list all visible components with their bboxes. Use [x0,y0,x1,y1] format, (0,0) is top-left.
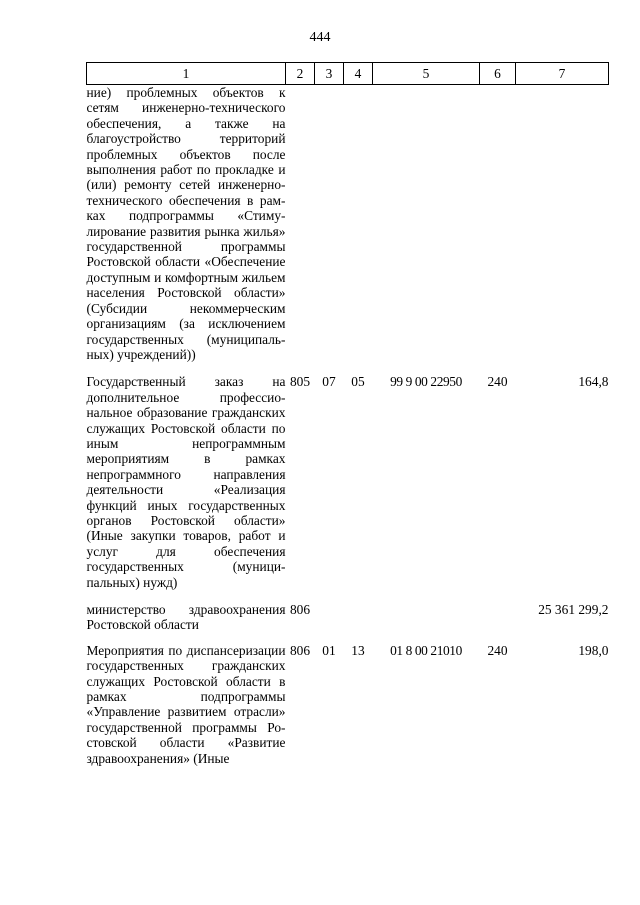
cell-col7: 198,0 [578,642,609,658]
row-name: Мероприятия по диспансеризации государственных гражданских служащих Ростовской области в рамках подпрограммы «Управление развитием отрасли» государственной программы Ростовской области «Развитие здравоохранения» (Иные [86,642,286,766]
column-header-5: 5 [373,63,480,85]
page-number: 444 [309,30,331,45]
cell-col4: 05 [351,374,365,390]
cell-col7: 25 361 299,2 [538,602,609,617]
table-header-row [87,63,609,85]
table-row [87,85,609,363]
column-header-6: 6 [480,63,516,85]
cell-col5: 01 8 00 21010 [390,642,462,658]
cell-col5 [373,85,480,363]
table-row [87,374,609,590]
cell-col7: 164,8 [578,374,609,390]
cell-col5 [373,602,480,633]
cell-col6 [480,85,516,363]
cell-col2: 805 [289,374,311,390]
cell-col4: 13 [351,642,365,658]
cell-col4 [344,602,373,633]
cell-col2: 806 [289,602,311,617]
table-row [87,602,609,633]
table-row [87,643,609,766]
row-name: Государственный заказ на дополнительное профессиональное образование гражданских служащих Ростовской области по иным непрограммным мероприятиям в рамках непрограммного направления деятельности «Реализация функций иных государственных органов Ростовской области» (Иные закупки товаров, работ и услуг для обеспечения государственных (муниципальных) нужд) [86,374,286,590]
column-header-7: 7 [516,63,609,85]
row-name: ние) проблемных объектов к сетям инженерно-технического обеспечения, а также на благоустройство территорий проблемных объектов после выполнения работ по прокладке и (или) ремонту сетей инженерно-технического обеспечения в рамках подпрограммы «Стимулирование развития рынка жилья» государственной программы Ростовской области «Обеспечение доступным и комфортным жильем населения Ростовской области» (Субсидии некоммерческим организациям (за исключением государственных (муниципальных) учреждений)) [86,85,286,362]
cell-col5: 99 9 00 22950 [390,374,462,390]
column-header-4: 4 [344,63,373,85]
cell-col3 [315,85,344,363]
cell-col2 [286,85,315,363]
cell-col3 [315,602,344,633]
row-name: министерство здравоохранения Ростовской области [86,602,286,633]
cell-col6 [480,602,516,633]
column-header-3: 3 [315,63,344,85]
cell-col3: 01 [322,642,336,658]
column-header-2: 2 [286,63,315,85]
budget-table [86,62,609,766]
cell-col3: 07 [322,374,336,390]
cell-col4 [344,85,373,363]
cell-col2: 806 [289,642,311,658]
cell-col6: 240 [487,374,508,390]
cell-col7 [516,85,609,363]
column-header-1: 1 [87,63,286,85]
cell-col6: 240 [487,642,508,658]
